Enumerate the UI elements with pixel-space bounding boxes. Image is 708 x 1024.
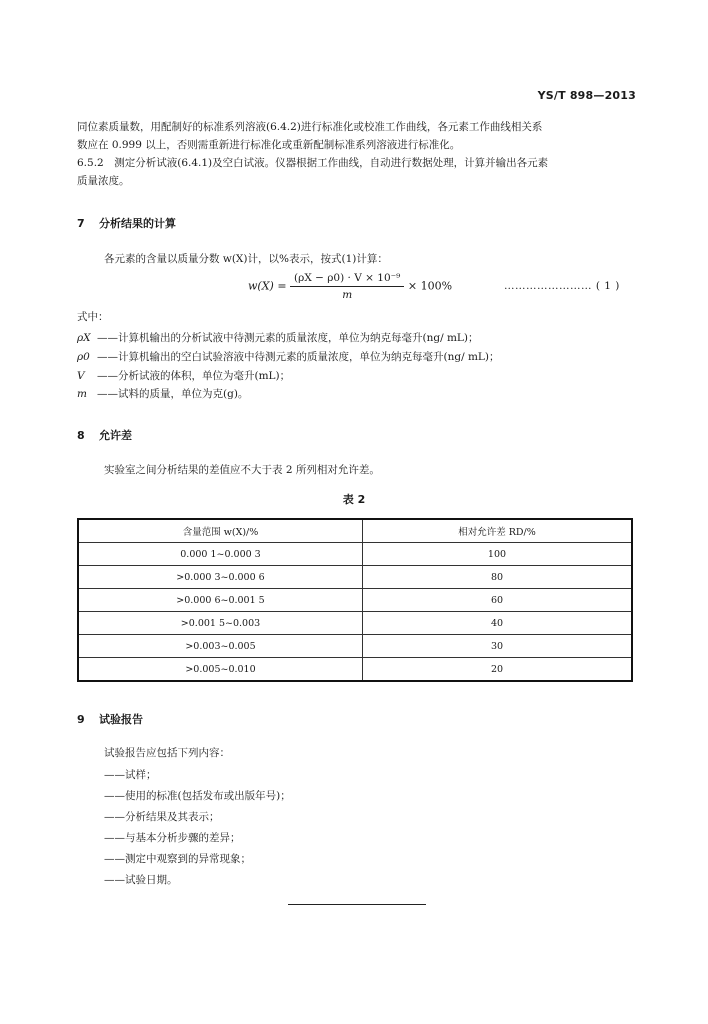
table-cell-rd: 30 [363, 635, 633, 658]
table-caption: 表 2 [342, 493, 366, 506]
variable-desc: ——计算机输出的分析试液中待测元素的质量浓度，单位为纳克每毫升(ng/ mL)； [97, 332, 479, 344]
column-header-range: 含量范围 w(X)/% [78, 519, 363, 543]
end-rule [288, 904, 426, 905]
section-8-title: 允许差 [99, 429, 132, 442]
section-8-text: 实验室之间分析结果的差值应不大于表 2 所列相对允许差。 [104, 464, 380, 476]
intro-line-1: 同位素质量数，用配制好的标准系列溶液(6.4.2)进行标准化或校准工作曲线，各元素工作曲线相关系 [77, 121, 543, 133]
table-cell-range: 0.000 1~0.000 3 [78, 543, 363, 566]
table-cell-range: >0.001 5~0.003 [78, 612, 363, 635]
variable-symbol: ρ0 [77, 351, 90, 363]
table-row [78, 658, 632, 682]
standard-number: YS/T 898—2013 [537, 89, 636, 102]
variable-symbol: ρX [77, 332, 91, 344]
section-9-heading [77, 711, 143, 727]
table-cell-rd: 20 [363, 658, 633, 682]
report-item: ——测定中观察到的异常现象； [104, 853, 251, 865]
section-9-title: 试验报告 [99, 713, 143, 726]
table-row [78, 589, 632, 612]
section-8-heading [77, 427, 132, 443]
section-7-number: 7 [77, 217, 85, 230]
table-cell-rd: 100 [363, 543, 633, 566]
variable-symbol: V [77, 370, 85, 382]
variable-desc: ——分析试液的体积，单位为毫升(mL)； [97, 370, 291, 382]
formula-denominator: m [342, 289, 353, 301]
formula-lhs: w(X) = [248, 279, 287, 293]
table-cell-rd: 80 [363, 566, 633, 589]
report-item: ——试验日期。 [104, 874, 178, 886]
formula-fraction [290, 272, 404, 301]
section-7-intro: 各元素的含量以质量分数 w(X)计，以%表示，按式(1)计算： [104, 253, 388, 265]
column-header-rd: 相对允许差 RD/% [363, 519, 633, 543]
table-header-row [78, 519, 632, 543]
equation-number: …………………… ( 1 ) [504, 280, 620, 292]
section-7-heading [77, 215, 176, 231]
table-row [78, 635, 632, 658]
table-cell-rd: 60 [363, 589, 633, 612]
variable-m [77, 386, 248, 401]
table-cell-rd: 40 [363, 612, 633, 635]
intro-line-2: 数应在 0.999 以上，否则需重新进行标准化或重新配制标准系列溶液进行标准化。 [77, 139, 461, 151]
table-row [78, 543, 632, 566]
section-9-number: 9 [77, 713, 85, 726]
tolerance-table [77, 518, 633, 682]
variable-rho-0 [77, 349, 499, 364]
formula-rhs: × 100% [407, 279, 453, 293]
section-9-intro: 试验报告应包括下列内容： [104, 747, 230, 759]
report-item: ——与基本分析步骤的差异； [104, 832, 241, 844]
where-label: 式中： [77, 311, 109, 323]
variable-v [77, 368, 290, 383]
table-cell-range: >0.005~0.010 [78, 658, 363, 682]
table-cell-range: >0.003~0.005 [78, 635, 363, 658]
variable-rho-x [77, 330, 478, 345]
table-row [78, 566, 632, 589]
formula-1 [248, 272, 452, 301]
variable-symbol: m [77, 388, 87, 400]
table-cell-range: >0.000 6~0.001 5 [78, 589, 363, 612]
variable-desc: ——试料的质量，单位为克(g)。 [97, 388, 249, 400]
table-row [78, 612, 632, 635]
section-7-title: 分析结果的计算 [99, 217, 176, 230]
table-cell-range: >0.000 3~0.000 6 [78, 566, 363, 589]
formula-numerator: (ρX − ρ0) · V × 10⁻⁹ [290, 272, 404, 287]
report-item: ——使用的标准(包括发布或出版年号)； [104, 790, 291, 802]
variable-desc: ——计算机输出的空白试验溶液中待测元素的质量浓度，单位为纳克每毫升(ng/ mL)； [97, 351, 500, 363]
section-8-number: 8 [77, 429, 85, 442]
intro-line-3: 6.5.2 测定分析试液(6.4.1)及空白试液。仪器根据工作曲线，自动进行数据处理，计算并输出各元素 [77, 157, 549, 169]
report-item: ——试样； [104, 769, 157, 781]
report-item: ——分析结果及其表示； [104, 811, 220, 823]
intro-line-4: 质量浓度。 [77, 175, 130, 187]
